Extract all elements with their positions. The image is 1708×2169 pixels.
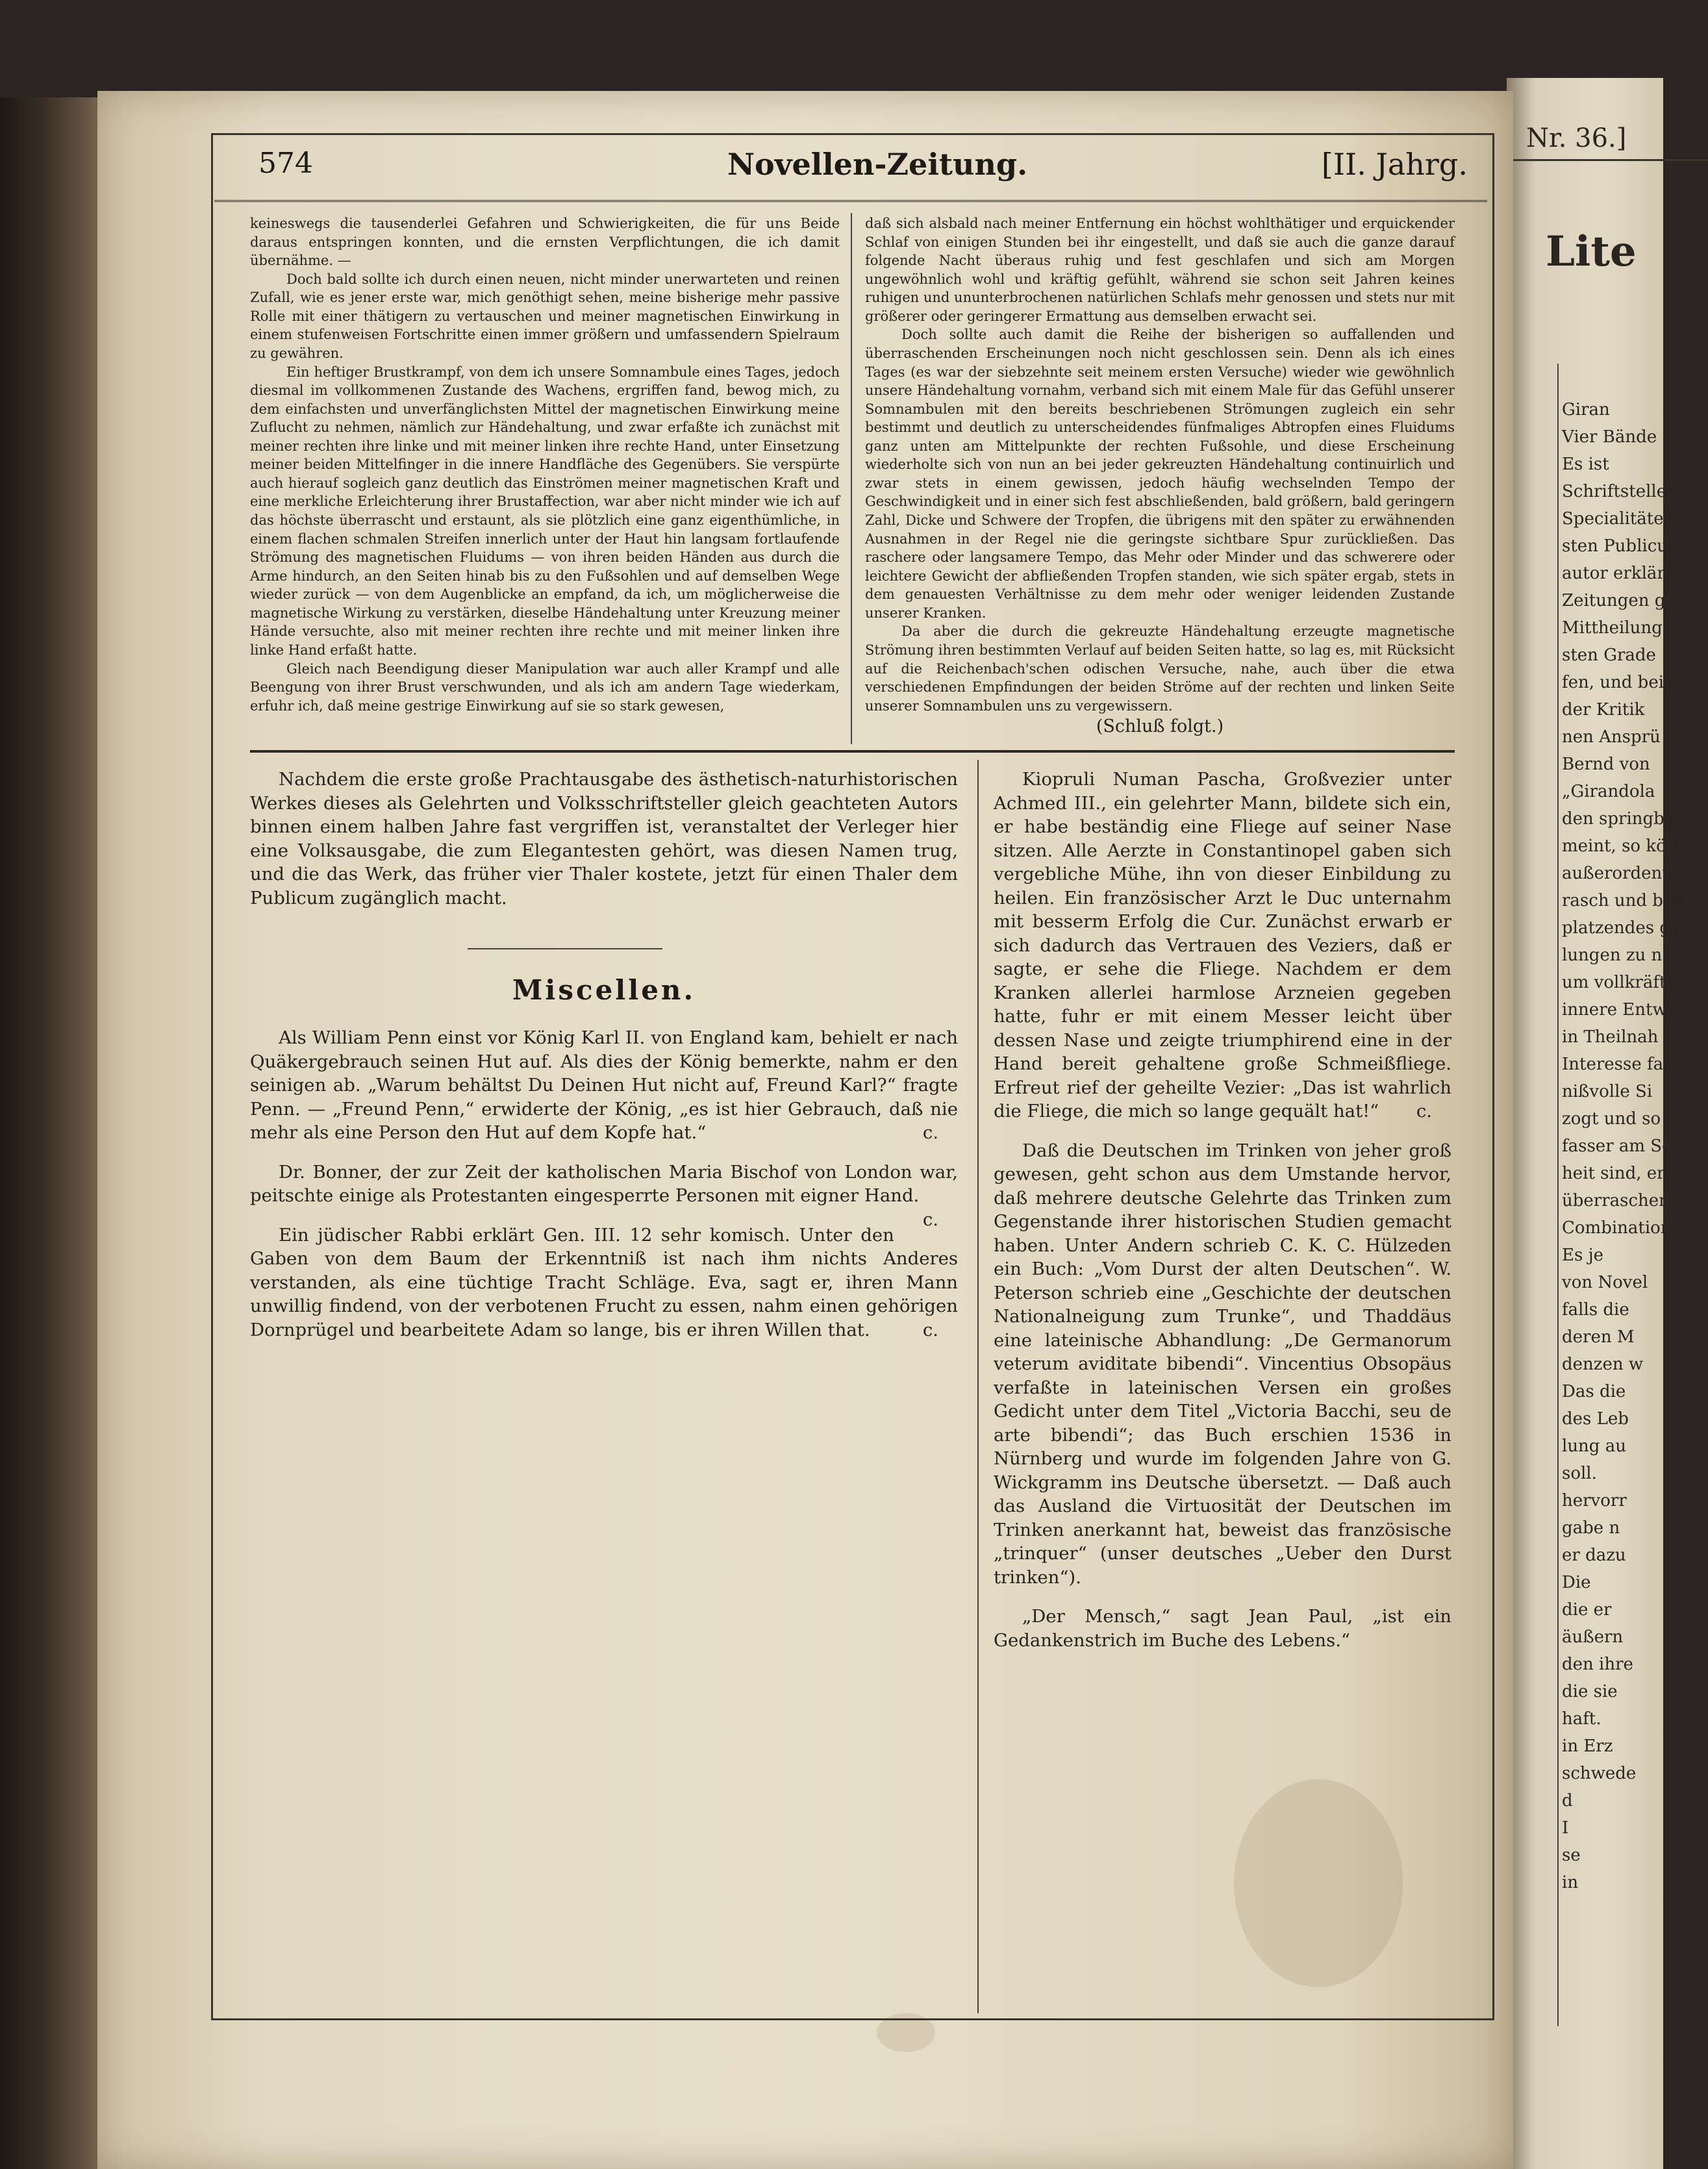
miscellen-item: Daß die Deutschen im Trinken von jeher groß gewesen, geht schon aus dem Umstande hervor, daß mehrere deutsche Gelehrte das Trinken zum Gegenstande ihrer historischen Studien gemacht haben. Unter Andern schrieb C. K. C. Hülzeden ein Buch: „Vom Durst der alten Deutschen“. W. Peterson schrieb eine „Geschichte der deutschen Nationalneigung zum Trunke“, und Thaddäus eine lateinische Abhandlung: „De Germanorum veterum aviditate bibendi“. Vincentius Obsopäus verfaßte in lateinischen Versen ein großes Gedicht unter dem Titel „Victoria Bacchi, seu de arte bibendi“; das Buch erschien 1536 in Nürnberg und wurde im folgenden Jahre von G. Wickgramm ins Deutsche übersetzt. — Daß auch das Ausland die Virtuosität der Deutschen im Trinken anerkannt hat, beweist das französische „trinquer“ (unser deutsches „Ueber den Durst trinken“). — [994, 1140, 1451, 1588]
miscellen-item: Als William Penn einst vor König Karl II. von England kam, behielt er nach Quäkergebrauch seinen Hut auf. Als dies der König bemerkte, nahm er den seinigen ab. „Warum behältst Du Deinen Hut nicht auf, Freund Karl?“ fragte Penn. — „Freund Penn,“ erwiderte der König, „es ist hier Gebrauch, daß nie mehr als eine Person den Hut auf dem Kopfe hat.“ c. — [250, 1027, 958, 1143]
continuation-note: (Schluß folgt.) — [1096, 716, 1224, 737]
facing-page-line: I — [1562, 1818, 1569, 1838]
facing-page-line: Specialitäten — [1562, 509, 1675, 529]
facing-page-line: außerordentli — [1562, 864, 1680, 883]
column-rule — [851, 213, 852, 744]
facing-page-line: Das die — [1562, 1382, 1626, 1401]
page-header — [214, 142, 1487, 202]
article-paragraph: Doch bald sollte ich durch einen neuen, nicht minder unerwarteten und reinen Zufall, wie es jener erste war, mich genöthigt sehen, meine bisherige mehr passive Rolle mit einer thätigern zu vertauschen und meiner magnetischen Einwirkung in einem stufenweisen Fortschritte einen immer größern und umfassendern Spielraum zu gewähren. — [250, 271, 840, 361]
short-rule — [468, 948, 662, 949]
facing-page-line: autor erklärt — [1562, 564, 1672, 583]
facing-page-line: die er — [1562, 1600, 1612, 1620]
facing-page-line: Die — [1562, 1573, 1591, 1592]
facing-page-line: der Kritik — [1562, 700, 1645, 720]
facing-page-line: des Leb — [1562, 1409, 1629, 1429]
facing-page-line: Mittheilung — [1562, 618, 1663, 638]
facing-page-line: lungen zu n — [1562, 946, 1663, 965]
facing-page-line: um vollkräfti — [1562, 973, 1672, 992]
volume-label: [II. Jahrg. — [1321, 147, 1468, 182]
facing-page-line: d — [1562, 1791, 1573, 1811]
article-paragraph: keineswegs die tausenderlei Gefahren und Schwierigkeiten, die für uns Beide daraus entspringen konnten, und die ernsten Verpflichtungen, die ich damit übernähme. — — [250, 216, 840, 269]
miscellen-item: Dr. Bonner, der zur Zeit der katholischen Maria Bischof von London war, peitschte einige als Protestanten eingesperrte Personen mit eigner Hand. c. — [250, 1161, 958, 1230]
article-paragraph: Da aber die durch die gekreuzte Händehaltung erzeugte magnetische Strömung ihren bestimmten Verlauf auf beiden Seiten hatte, so lag es, mit Rücksicht auf die Reichenbach'schen odischen Versuche, nahe, auch über die etwa verschiedenen Empfindungen der beiden Ströme auf der rechten und linken Seite unserer Somnambulen uns zu vergewissern. — [865, 623, 1455, 714]
facing-page-text — [1562, 396, 1692, 1896]
facing-page-line: Bernd von — [1562, 755, 1650, 774]
miscellen-item: „Der Mensch,“ sagt Jean Paul, „ist ein Gedankenstrich im Buche des Lebens.“ — [994, 1606, 1451, 1651]
facing-page-line: nen Ansprü — [1562, 727, 1661, 747]
facing-page-line: deren M — [1562, 1327, 1635, 1347]
article-paragraph: Gleich nach Beendigung dieser Manipulation war auch aller Krampf und alle Beengung von ihrer Brust verschwunden, und als ich am andern Tage wiederkam, erfuhr ich, daß meine gestrige Einwirkung auf sie so stark gewesen, — [250, 660, 840, 714]
miscellen-right — [994, 768, 1451, 1668]
facing-page-line: in Theilnah — [1562, 1027, 1659, 1047]
facing-page-line: gabe n — [1562, 1518, 1620, 1538]
facing-page-line: „Girandola — [1562, 782, 1655, 801]
facing-page-line: Vier Bände — [1562, 427, 1657, 447]
facing-page-line: Schriftsteller — [1562, 482, 1675, 501]
facing-page-line: den ihre — [1562, 1655, 1633, 1674]
facing-page-line: er dazu — [1562, 1546, 1626, 1565]
facing-page-line: fasser am Sc — [1562, 1136, 1672, 1156]
facing-page-line: soll. — [1562, 1464, 1597, 1483]
miscellen-item: Kiopruli Numan Pascha, Großvezier unter Achmed III., ein gelehrter Mann, bildete sich ein, er habe beständig eine Fliege auf seiner Nase sitzen. Alle Aerzte in Constantinopel gaben sich vergebliche Mühe, ihn von dieser Einbildung zu heilen. Ein französischer Arzt le Duc unternahm mit besserm Erfolg die Cur. Zunächst erwarb er sich dadurch das Vertrauen des Veziers, daß er sagte, er sehe die Fliege. Nachdem er dem Kranken allerlei harmlose Arzneien gegeben hatte, fuhr er mit einem Messer leicht über dessen Nase und zeigte triumphirend eine in der Hand bereit gehaltene große Schmeißfliege. Erfreut rief der geheilte Vezier: „Das ist wahrlich die Fliege, die mich so lange gequält hat!“ c. — [994, 769, 1451, 1122]
facing-page-line: meint, so kön — [1562, 836, 1677, 856]
facing-page-line: in Erz — [1562, 1736, 1613, 1756]
section-rule — [250, 750, 1455, 753]
article-column-left — [250, 214, 840, 715]
article-column-right — [865, 214, 1455, 736]
facing-page-header: Nr. 36.] — [1526, 123, 1627, 153]
facing-page-line: überraschen — [1562, 1191, 1670, 1210]
miscellen-item: Ein jüdischer Rabbi erklärt Gen. III. 12 sehr komisch. Unter den Gaben von dem Baum der Erkenntniß ist nach ihm nichts Anderes verstanden, als eine tüchtige Tracht Schläge. Eva, sagt er, ihren Mann unwillig findend, von der verbotenen Frucht zu essen, nahm einen gehörigen Dornprügel und bearbeitete Adam so lange, bis er ihren Willen that. c. — [250, 1224, 958, 1340]
facing-page-line: Es je — [1562, 1246, 1604, 1265]
facing-page-line: platzendes ge — [1562, 918, 1681, 938]
facing-page-line: den springbr — [1562, 809, 1673, 829]
facing-page-line: Zeitungen g — [1562, 591, 1666, 610]
facing-page-line: zogt und so — [1562, 1109, 1661, 1129]
facing-page-line: innere Entwi — [1562, 1000, 1673, 1020]
facing-page-line: Es ist — [1562, 455, 1609, 474]
page-number: 574 — [258, 147, 313, 180]
facing-page-rule — [1513, 159, 1708, 161]
facing-page-line: äußern — [1562, 1627, 1624, 1647]
publisher-notice: Nachdem die erste große Prachtausgabe des ästhetisch-naturhistorischen Werkes dieses als Gelehrten und Volksschriftsteller gleich geachteten Autors binnen einem halben Jahre fast vergriffen ist, veranstaltet der Verleger hier eine Volksausgabe, die zum Elegantesten gehört, was diesen Namen trug, und die das Werk, das früher vier Thaler kostete, jetzt für einen Thaler dem Publicum zugänglich macht. — [250, 769, 958, 909]
facing-page-line: haft. — [1562, 1709, 1601, 1729]
facing-page-column-rule — [1557, 364, 1559, 2026]
facing-page-line: denzen w — [1562, 1355, 1644, 1374]
facing-page-line: schwede — [1562, 1764, 1637, 1783]
facing-page-line: von Novel — [1562, 1273, 1648, 1292]
facing-page-line: se — [1562, 1846, 1581, 1865]
facing-page-line: Giran — [1562, 400, 1610, 420]
facing-page — [1507, 78, 1684, 2169]
miscellen-heading: Miscellen. — [512, 974, 696, 1006]
facing-page-line: lung au — [1562, 1436, 1626, 1456]
lower-left-column — [250, 768, 958, 910]
facing-page-line: Interesse fa — [1562, 1055, 1664, 1074]
miscellen-left — [250, 1026, 958, 1357]
facing-page-line: fen, und bei — [1562, 673, 1664, 692]
facing-page-line: rasch und bril — [1562, 891, 1682, 910]
facing-page-line: heit sind, er — [1562, 1164, 1665, 1183]
facing-page-line: hervorr — [1562, 1491, 1627, 1511]
facing-page-line: die sie — [1562, 1682, 1618, 1701]
facing-page-line: Combination — [1562, 1218, 1672, 1238]
article-paragraph: Ein heftiger Brustkrampf, von dem ich unsere Somnambule eines Tages, jedoch diesmal im vollkommenen Zustande des Wachens, ergriffen fand, bewog mich, zu dem einfachsten und unverfänglichsten Mittel der magnetischen Einwirkung meine Zuflucht zu nehmen, nämlich zur Händehaltung, und zwar erfaßte ich zunächst mit meiner rechten ihre linke und mit meiner linken ihre rechte Hand, unter Einsetzung meiner beiden Mittelfinger in die innere Handfläche des Gegenübers. Sie verspürte auch hierauf sogleich ganz deutlich das Einströmen meiner magnetischen Kraft und eine merkliche Erleichterung ihrer Brustaffection, war aber nicht minder wie ich auf das höchste überrascht und erstaunt, als sie plötzlich eine ganz eigenthümliche, in einem flachen schmalen Streifen innerlich unter der Haut hin langsam fortlaufende Strömung des magnetischen Fluidums — von ihren beiden Händen aus durch die Arme hindurch, an den Seiten hinab bis zu den Fußsohlen und auf demselben Wege wieder zurück — von dem Augenblicke an empfand, da ich, um möglicherweise die magnetische Wirkung zu verstärken, dieselbe Händehaltung unter Kreuzung meiner Hände versuchte, also mit meiner rechten ihre rechte und mit meiner linken ihre linke Hand erfaßt hatte. — [250, 364, 840, 658]
journal-title: Novellen-Zeitung. — [727, 147, 1028, 182]
facing-page-line: sten Grade — [1562, 646, 1656, 665]
article-paragraph: Doch sollte auch damit die Reihe der bisherigen so auffallenden und überraschenden Erscheinungen noch nicht geschlossen sein. Denn als ich eines Tages (es war der siebzehnte seit meinem ersten Versuche) wieder wie gewöhnlich unsere Händehaltung vornahm, verband sich mit einem Male für das Gefühl unserer Somnambulen mit den bereits beschriebenen Strömungen zugleich ein sehr bestimmt und deutlich zu unterscheidendes fünfmaliges Abtropfen eines Fluidums ganz unten am Mittelpunkte der rechten Fußsohle, und diese Erscheinung wiederholte sich von nun an bei jeder gekreuzten Händehaltung continuirlich und zwar stets in einem gewissen, jedoch häufig wechselnden Tempo der Geschwindigkeit und in einer sich fest abschließenden, bald größern, bald geringern Zahl, Dicke und Schwere der Tropfen, die übrigens mit den später zu erwähnenden Ausnahmen in der Regel nie die geringste sichtbare Spur zurückließen. Das raschere oder langsamere Tempo, das Mehr oder Minder und das schwerere oder leichtere Gewicht der abfließenden Tropfen standen, wie sich später ergab, stets in dem genauesten Verhältnisse zu dem mehr oder weniger leidenden Zustande unserer Kranken. — [865, 327, 1455, 621]
facing-page-heading: Lite — [1546, 227, 1637, 276]
article-paragraph: daß sich alsbald nach meiner Entfernung ein höchst wohlthätiger und erquickender Schlaf von einigen Stunden bei ihr eingestellt, und daß sie auch die ganze darauf folgende Nacht überaus ruhig und fest geschlafen und sich am Morgen ungewöhnlich wohl und kräftig gefühlt, während sie schon seit Jahren keines ruhigen und ununterbrochenen natürlichen Schlafs mehr genossen und stets nur mit größerer oder geringerer Ermattung aus demselben erwacht sei. — [865, 216, 1455, 324]
facing-page-line: falls die — [1562, 1300, 1629, 1320]
facing-page-line: sten Publicum — [1562, 536, 1684, 556]
column-rule-lower — [977, 760, 979, 2013]
facing-page-line: in — [1562, 1873, 1579, 1892]
facing-page-line: nißvolle Si — [1562, 1082, 1653, 1101]
